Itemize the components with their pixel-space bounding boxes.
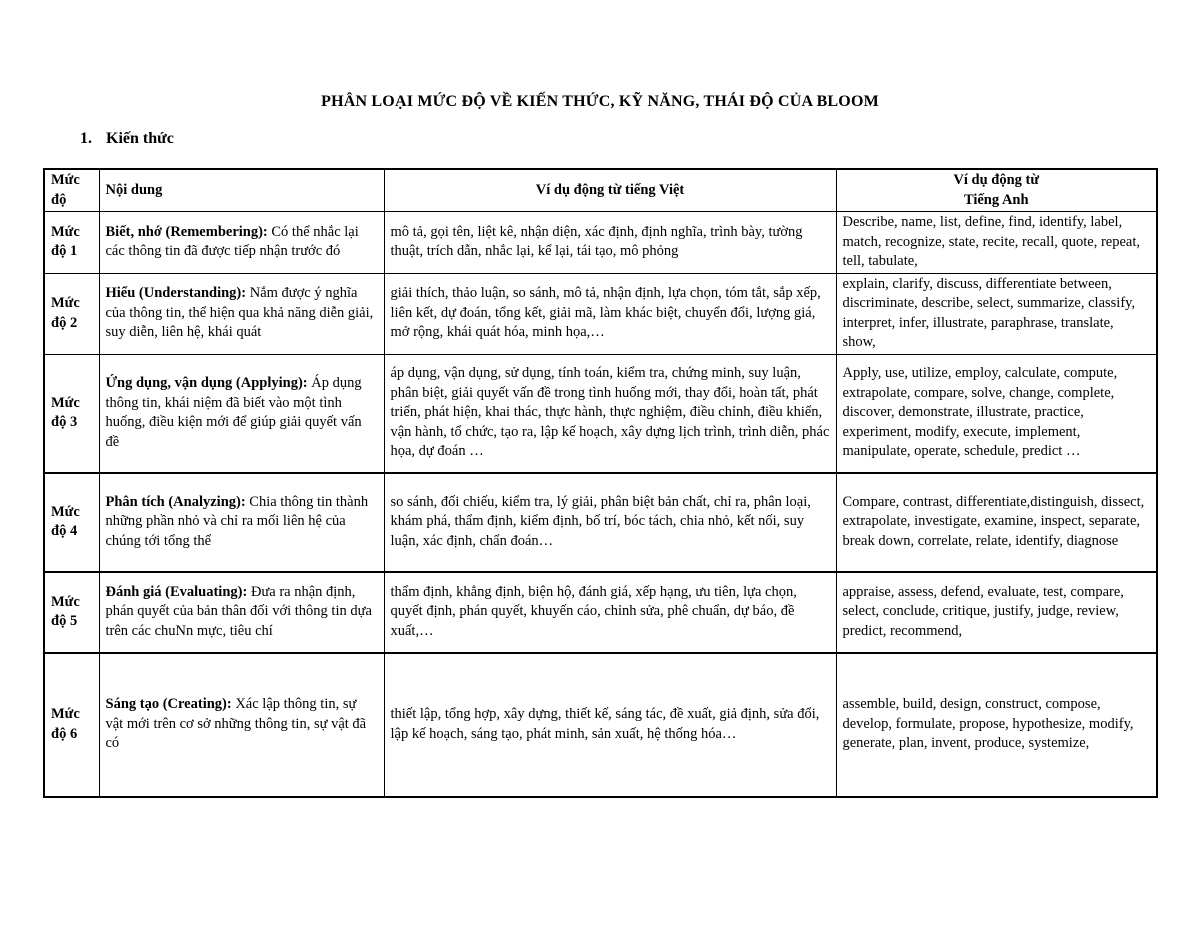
header-level: Mức độ <box>44 169 99 212</box>
header-vn-examples: Ví dụ động từ tiếng Việt <box>384 169 836 212</box>
content-description: Nắm được ý nghĩa của thông tin, thể hiện qua khả năng diễn giải, suy diễn, liên hệ, khái quát <box>105 285 374 341</box>
content-description: Đưa ra nhận định, phán quyết của bản thân đối với thông tin dựa trên các chuNn mực, tiêu chí <box>105 583 372 639</box>
level-cell: Mức độ 2 <box>44 273 99 354</box>
level-cell: Mức độ 3 <box>44 354 99 473</box>
content-heading: Phân tích (Analyzing): <box>105 493 246 510</box>
content-cell <box>99 572 384 653</box>
section-title: Kiến thức <box>106 130 174 147</box>
vn-examples-cell: giải thích, thảo luận, so sánh, mô tả, nhận định, lựa chọn, tóm tắt, sắp xếp, liên kết, dự đoán, tổng kết, giải mã, làm khác biệt, chuyển đổi, lượng giá, mở rộng, khái quát hóa, minh họa,… <box>384 273 836 354</box>
header-en-line2: Tiếng Anh <box>963 191 1029 208</box>
section-number: 1. <box>80 130 92 147</box>
content-cell <box>99 212 384 274</box>
content-heading: Hiểu (Understanding): <box>105 285 247 302</box>
vn-examples-cell: so sánh, đối chiếu, kiểm tra, lý giải, phân biệt bản chất, chỉ ra, phân loại, khám phá, thẩm định, kiểm định, bố trí, bóc tách, chia nhỏ, kết nối, suy luận, xác định, chẩn đoán… <box>384 473 836 572</box>
content-description: Xác lập thông tin, sự vật mới trên cơ sở những thông tin, sự vật đã có <box>105 696 367 752</box>
section-heading <box>80 130 174 148</box>
en-examples-cell: Describe, name, list, define, find, identify, label, match, recognize, state, recite, recall, quote, repeat, tell, tabulate, <box>836 212 1157 274</box>
table-row <box>44 354 1157 473</box>
content-cell <box>99 354 384 473</box>
level-cell: Mức độ 5 <box>44 572 99 653</box>
document-title: PHÂN LOẠI MỨC ĐỘ VỀ KIẾN THỨC, KỸ NĂNG, THÁI ĐỘ CỦA BLOOM <box>321 93 879 110</box>
content-description: Chia thông tin thành những phần nhỏ và chỉ ra mối liên hệ của chúng tới tổng thể <box>105 493 369 549</box>
content-heading: Đánh giá (Evaluating): <box>105 583 248 600</box>
content-description: Áp dụng thông tin, khái niệm đã biết vào một tình huống, điều kiện mới để giúp giải quyết vấn đề <box>105 375 362 450</box>
content-cell <box>99 653 384 797</box>
header-content: Nội dung <box>99 169 384 212</box>
vn-examples-cell: áp dụng, vận dụng, sử dụng, tính toán, kiểm tra, chứng minh, suy luận, phân biệt, giải quyết vấn đề trong tình huống mới, thay đổi, hoàn tất, phát triển, phát hiện, khai thác, thực hành, thực nghiệm, điều chỉnh, điều khiển, vận hành, tổ chức, tạo ra, lập kế hoạch, xây dựng lịch trình, trình diễn, phác họa, dự đoán … <box>384 354 836 473</box>
level-cell: Mức độ 4 <box>44 473 99 572</box>
table-row <box>44 212 1157 274</box>
table-row <box>44 273 1157 354</box>
vn-examples-cell: mô tả, gọi tên, liệt kê, nhận diện, xác định, định nghĩa, trình bày, tường thuật, trích dẫn, nhắc lại, kể lại, tái tạo, mô phỏng <box>384 212 836 274</box>
bloom-table <box>43 168 1158 798</box>
level-cell: Mức độ 6 <box>44 653 99 797</box>
vn-examples-cell: thẩm định, khẳng định, biện hộ, đánh giá, xếp hạng, ưu tiên, lựa chọn, quyết định, phán quyết, khuyến cáo, chỉnh sửa, phê chuẩn, dự báo, đề xuất,… <box>384 572 836 653</box>
content-heading: Ứng dụng, vận dụng (Applying): <box>105 375 308 391</box>
level-cell: Mức độ 1 <box>44 212 99 274</box>
content-cell <box>99 473 384 572</box>
header-en-line1: Ví dụ động từ <box>953 172 1040 188</box>
vn-examples-cell: thiết lập, tổng hợp, xây dựng, thiết kế, sáng tác, đề xuất, giả định, sửa đổi, lập kế hoạch, sáng tạo, phát minh, sản xuất, hệ thống hóa… <box>384 653 836 797</box>
content-heading: Sáng tạo (Creating): <box>105 696 232 713</box>
header-en-examples <box>836 169 1157 212</box>
content-cell <box>99 273 384 354</box>
content-description: Có thể nhắc lại các thông tin đã được tiếp nhận trước đó <box>105 223 359 260</box>
table-row <box>44 572 1157 653</box>
en-examples-cell: assemble, build, design, construct, compose, develop, formulate, propose, hypothesize, modify, generate, plan, invent, produce, systemize, <box>836 653 1157 797</box>
en-examples-cell: explain, clarify, discuss, differentiate between, discriminate, describe, select, summarize, classify, interpret, infer, illustrate, paraphrase, translate, show, <box>836 273 1157 354</box>
en-examples-cell: appraise, assess, defend, evaluate, test, compare, select, conclude, critique, justify, judge, review, predict, recommend, <box>836 572 1157 653</box>
en-examples-cell: Compare, contrast, differentiate,distinguish, dissect, extrapolate, investigate, examine, inspect, separate, break down, correlate, relate, identify, diagnose <box>836 473 1157 572</box>
content-heading: Biết, nhớ (Remembering): <box>105 223 268 240</box>
table-row <box>44 653 1157 797</box>
table-row <box>44 473 1157 572</box>
table-header-row <box>44 169 1157 212</box>
en-examples-cell: Apply, use, utilize, employ, calculate, compute, extrapolate, compare, solve, change, complete, discover, demonstrate, illustrate, practice, experiment, modify, execute, implement, manipulate, operate, schedule, predict … <box>836 354 1157 473</box>
